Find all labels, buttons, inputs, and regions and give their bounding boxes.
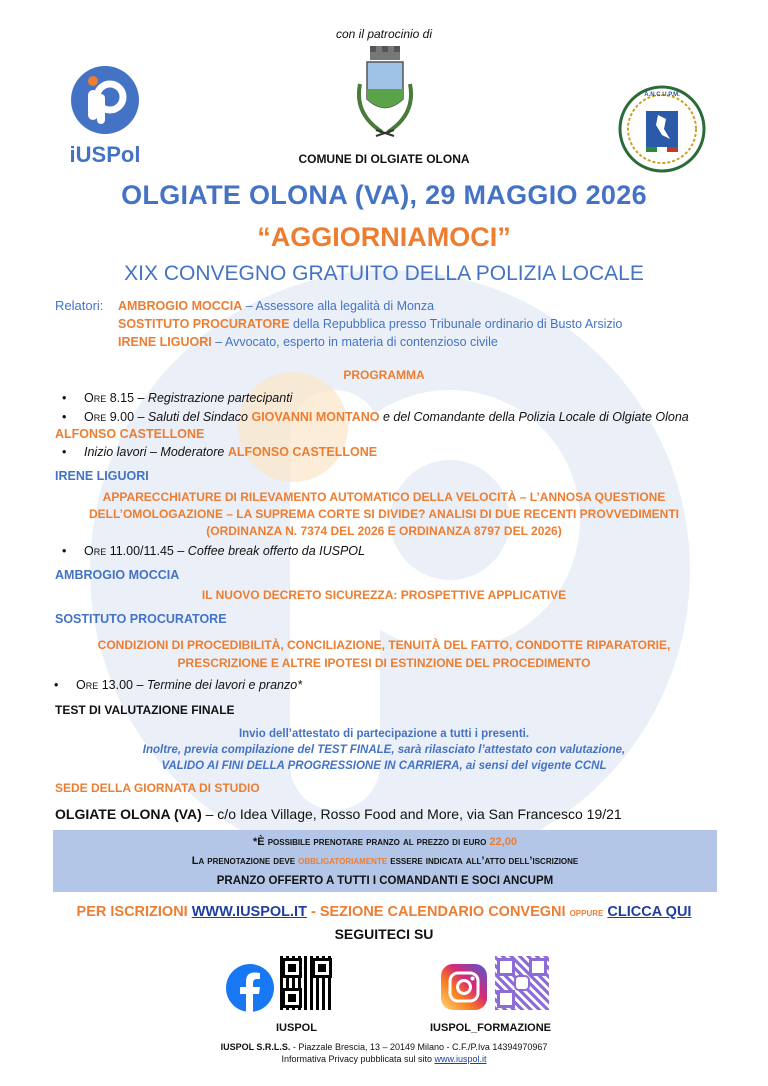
program-desc: – Termine dei lavori e pranzo*: [132, 678, 303, 692]
speaker-desc: – Avvocato, esperto in materia di contenzioso civile: [211, 335, 498, 349]
talk-title-3: [0, 636, 768, 672]
comune-crest-icon: [352, 44, 418, 144]
program-time: Ore 13.00: [76, 678, 133, 692]
speaker-line-3: [118, 335, 498, 349]
ancupm-logo-text: A.N.C.U.P.M.: [644, 92, 680, 98]
event-title: “AGGIORNIAMOCI”: [257, 222, 511, 252]
speakers-label: Relatori:: [55, 298, 104, 313]
registration-or: oppure: [569, 905, 604, 919]
talk-title-line: APPARECCHIATURE DI RILEVAMENTO AUTOMATICO DELLA VELOCITÀ – L’ANNOSA QUESTIONE: [102, 490, 666, 504]
iuspol-logo-text: iUSPol: [69, 142, 141, 167]
lunch-booking-text: La prenotazione deve: [191, 855, 299, 867]
instagram-label: IUSPOL_FORMAZIONE: [430, 1022, 552, 1034]
speaker-line-1: [118, 299, 434, 313]
venue-place: OLGIATE OLONA (VA): [55, 806, 202, 822]
program-desc: – Saluti del Sindaco: [134, 410, 252, 424]
talk-title-line: DELL’OMOLOGAZIONE – LA SUPREMA CORTE SI DIVIDE? ANALISI DI DUE RECENTI PROVVEDIMENTI: [88, 507, 680, 521]
speaker-line-2: [118, 317, 622, 331]
lunch-offer-line: PRANZO OFFERTO A TUTTI I COMANDANTI E SOCI ANCUPM: [216, 875, 554, 887]
venue-address-line: [55, 806, 622, 822]
talk-title-1: [0, 489, 768, 540]
footer-website-link[interactable]: www.iuspol.it: [434, 1054, 487, 1064]
program-time: Ore 9.00: [84, 410, 135, 424]
session-speaker-2: AMBROGIO MOCCIA: [55, 568, 180, 582]
event-subtitle: XIX CONVEGNO GRATUITO DELLA POLIZIA LOCALE: [124, 262, 644, 285]
iuspol-logo-icon: [60, 64, 150, 136]
certificate-info: [0, 726, 768, 774]
moderator-name: ALFONSO CASTELLONE: [227, 445, 378, 459]
facebook-label: IUSPOL: [276, 1022, 317, 1034]
comune-name: COMUNE DI OLGIATE OLONA: [298, 152, 470, 166]
ancupm-logo: [618, 85, 706, 173]
commander-name: ALFONSO CASTELLONE: [55, 427, 205, 441]
instagram-qr-code[interactable]: [495, 956, 549, 1010]
follow-us-heading: SEGUITECI SU: [334, 926, 434, 942]
lunch-booking-emphasis: obbligatoriamente: [298, 855, 388, 867]
ancupm-seal-icon: [618, 85, 706, 173]
program-item-start: [84, 445, 377, 459]
lunch-price-text: *È possibile prenotare pranzo al prezzo di euro: [253, 836, 490, 848]
program-time: Ore 8.15: [84, 391, 135, 405]
footer-privacy-text: Informativa Privacy pubblicata sul sito: [281, 1054, 435, 1064]
speaker-desc: – Assessore alla legalità di Monza: [242, 299, 435, 313]
speaker-name: SOSTITUTO PROCURATORE: [118, 317, 290, 331]
footer-company: IUSPOL S.R.L.S.: [220, 1042, 291, 1052]
patronage-text: con il patrocinio di: [335, 27, 433, 41]
talk-title-line: CONDIZIONI DI PROCEDIBILITÀ, CONCILIAZIONE, TENUITÀ DEL FATTO, CONDOTTE RIPARATORIE,: [97, 638, 671, 652]
footer-address: - Piazzale Brescia, 13 – 20149 Milano - C.F./P.Iva 14394970967: [290, 1042, 548, 1052]
mayor-name: GIOVANNI MONTANO: [251, 410, 380, 424]
speaker-name: AMBROGIO MOCCIA: [118, 299, 243, 313]
program-item-coffee: [84, 544, 365, 558]
talk-title-2: IL NUOVO DECRETO SICUREZZA: PROSPETTIVE APPLICATIVE: [201, 588, 567, 602]
certificate-line: VALIDO AI FINI DELLA PROGRESSIONE IN CARRIERA, ai sensi del vigente CCNL: [161, 760, 607, 772]
program-desc: e del Comandante della Polizia Locale di Olgiate Olona: [379, 410, 689, 424]
venue-heading: SEDE DELLA GIORNATA DI STUDIO: [55, 781, 260, 795]
iuspol-website-link[interactable]: WWW.IUSPOL.IT: [191, 904, 307, 920]
program-time: Ore 11.00/11.45: [84, 544, 174, 558]
facebook-qr-code[interactable]: [280, 956, 334, 1010]
registration-text: - SEZIONE CALENDARIO CONVEGNI: [306, 904, 570, 920]
session-speaker-1: IRENE LIGUORI: [55, 469, 149, 483]
lunch-info-box: [53, 830, 717, 892]
session-speaker-3: SOSTITUTO PROCURATORE: [55, 612, 227, 626]
certificate-line: Invio dell’attestato di partecipazione a tutti i presenti.: [238, 728, 530, 740]
talk-title-line: PRESCRIZIONE E ALTRE IPOTESI DI ESTINZIONE DEL PROCEDIMENTO: [177, 656, 591, 670]
venue-address: – c/o Idea Village, Rosso Food and More, via San Francesco 19/21: [201, 806, 622, 822]
speaker-desc: della Repubblica presso Tribunale ordinario di Busto Arsizio: [289, 317, 623, 331]
program-desc: – Registrazione partecipanti: [134, 391, 293, 405]
event-location-date: OLGIATE OLONA (VA), 29 MAGGIO 2026: [121, 180, 647, 210]
certificate-line: Inoltre, previa compilazione del TEST FINALE, sarà rilasciato l’attestato con valutazione,: [142, 744, 626, 756]
program-item-greetings: [84, 410, 689, 424]
program-desc: – Coffee break offerto da IUSPOL: [173, 544, 365, 558]
facebook-icon[interactable]: [226, 964, 274, 1012]
talk-title-line: (ORDINANZA N. 7374 DEL 2026 E ORDINANZA 8797 DEL 2026): [206, 524, 562, 538]
registration-line: [0, 904, 768, 920]
speaker-name: IRENE LIGUORI: [118, 335, 212, 349]
click-here-link[interactable]: CLICCA QUI: [607, 904, 692, 920]
registration-text: PER ISCRIZIONI: [76, 904, 192, 920]
program-item-registration: [84, 391, 292, 405]
lunch-price-line: [53, 836, 717, 848]
lunch-booking-line: [53, 855, 717, 867]
final-test-heading: TEST DI VALUTAZIONE FINALE: [55, 703, 235, 717]
program-desc: Inizio lavori – Moderatore: [84, 445, 228, 459]
watermark-dot: [238, 372, 348, 482]
footer-company-line: [0, 1042, 768, 1052]
footer-privacy-line: [0, 1054, 768, 1064]
program-heading: PROGRAMMA: [343, 368, 425, 382]
program-item-end: [76, 678, 302, 692]
instagram-icon[interactable]: [441, 964, 487, 1010]
lunch-price: 22,00: [489, 836, 517, 848]
lunch-booking-text: essere indicata all’atto dell’iscrizione: [387, 855, 579, 867]
